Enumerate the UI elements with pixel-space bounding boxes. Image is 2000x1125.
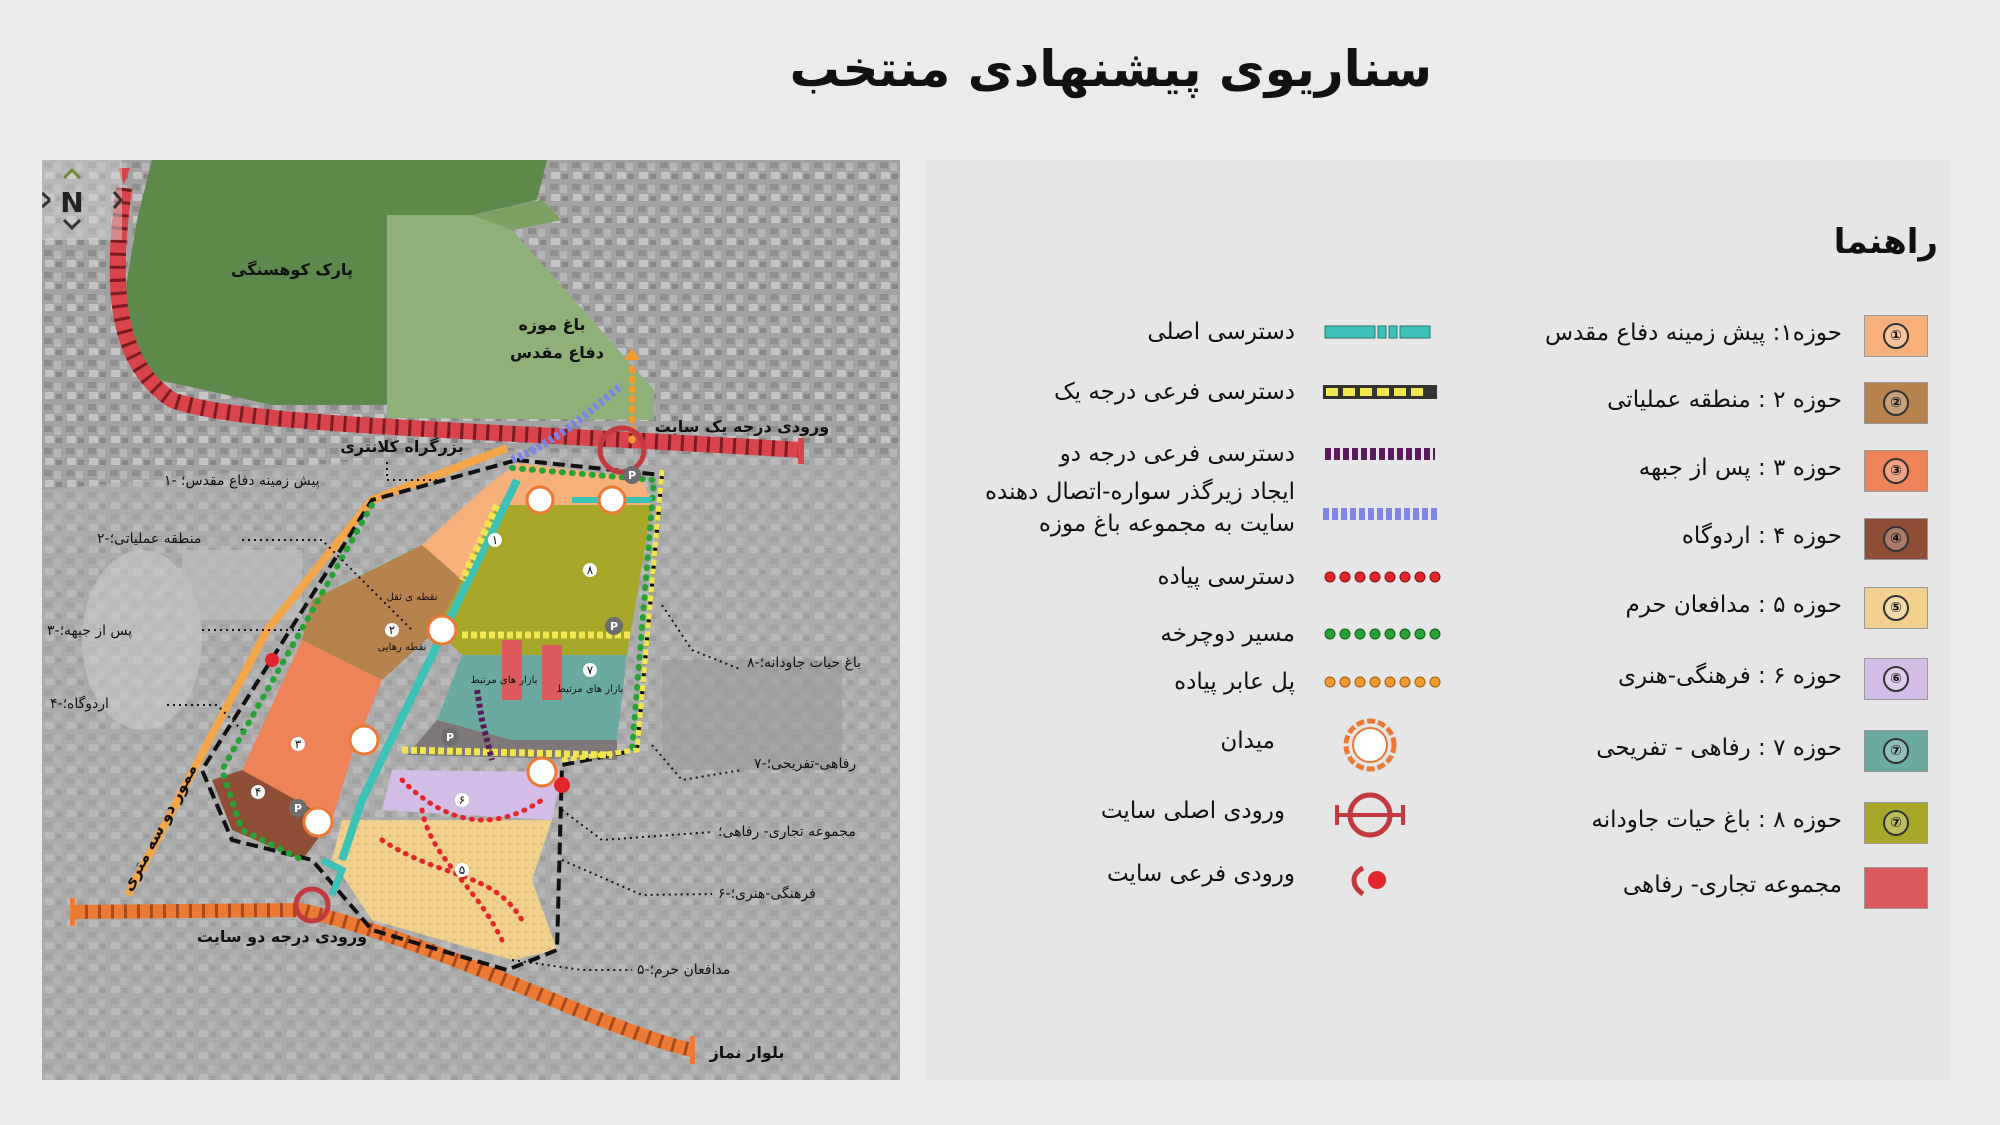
legend-zone-row	[1468, 587, 1928, 631]
symbol-label: پل عابر پیاده	[1174, 669, 1295, 695]
zone-swatch: ⑤	[1864, 587, 1928, 629]
symbol-label: دسترسی فرعی درجه یک	[1054, 379, 1295, 405]
parking-label: P	[627, 469, 637, 482]
map-zone-num: ۶	[458, 793, 466, 807]
legend-zone-row	[1468, 658, 1928, 702]
legend-zone-row	[1468, 450, 1928, 494]
legend-symbol-row	[935, 370, 1445, 414]
north-arrow-icon: N	[60, 186, 84, 219]
map-callout: ۵-مدافعان حرم؛	[637, 962, 731, 978]
main-entrance-icon	[1315, 785, 1445, 845]
museum-garden-label: دفاع مقدس	[510, 343, 604, 362]
map-callout: ۸-باغ حیات جاودانه؛	[747, 655, 861, 671]
map-zone-num: ۳	[294, 737, 302, 751]
map-callout: ۷-رفاهی-تفریحی؛	[754, 756, 857, 772]
park-label: پارک کوهسنگی	[231, 260, 353, 279]
zone-label: حوزه ۶ : فرهنگی-هنری	[1618, 663, 1842, 689]
legend-zone-row	[1468, 867, 1928, 911]
secondary-access-1-icon	[1315, 370, 1445, 414]
map-small-label: بازار های مرتبط	[470, 675, 538, 686]
symbol-label: دسترسی اصلی	[1147, 319, 1295, 345]
zone-label: حوزه ۵ : مدافعان حرم	[1625, 592, 1842, 618]
zone-label: مجموعه تجاری- رفاهی	[1622, 872, 1842, 898]
secondary-entrance-icon	[1315, 850, 1445, 910]
legend-symbol-row	[935, 310, 1445, 354]
secondary-access-2-icon	[1315, 432, 1445, 476]
map-small-label: بازار های مرتبط	[556, 684, 624, 695]
zone-swatch: ⑦	[1864, 802, 1928, 844]
map-callout: ۱- پیش زمینه دفاع مقدس؛	[164, 473, 320, 489]
boulevard-label: بلوار نماز	[709, 1043, 785, 1062]
zone-label: حوزه ۲ : منطقه عملیاتی	[1607, 387, 1842, 413]
bicycle-path-icon	[1315, 612, 1445, 656]
zone-label: حوزه ۸ : باغ حیات جاودانه	[1591, 807, 1842, 833]
legend-title: راهنما	[1833, 222, 1938, 262]
zone-swatch	[1864, 867, 1928, 909]
map-small-label: نقطه ی ثقل	[386, 592, 438, 603]
legend-symbol-row	[935, 479, 1445, 537]
map-callout: ۲-منطقه عملیاتی؛	[97, 531, 202, 547]
parking-label: P	[609, 620, 619, 633]
legend-zone-row	[1468, 382, 1928, 426]
museum-garden-label: باغ موزه	[518, 315, 586, 334]
symbol-label: میدان	[1220, 728, 1275, 754]
legend-zone-row	[1468, 518, 1928, 562]
legend-symbol-row	[935, 432, 1445, 476]
entrance-1-label: ورودی درجه یک سایت	[654, 417, 830, 436]
map-zone-num: ۷	[586, 663, 594, 677]
pedestrian-bridge-icon	[1315, 660, 1445, 704]
zone-swatch: ①	[1864, 315, 1928, 357]
zone-label: حوزه ۴ : اردوگاه	[1681, 523, 1842, 549]
zone-label: حوزه ۳ : پس از جبهه	[1638, 455, 1842, 481]
legend-symbol-row	[935, 660, 1445, 704]
street-label: ممور دو سه متری	[117, 760, 201, 895]
square-icon	[1315, 715, 1445, 775]
zone-swatch: ③	[1864, 450, 1928, 492]
symbol-label: ایجاد زیرگذر سواره-اتصال دهنده سایت به مجموعه باغ موزه	[984, 479, 1295, 537]
page-title: سناریوی پیشنهادی منتخب	[789, 40, 1432, 98]
map-zone-num: ۱	[491, 533, 499, 547]
zone-label: حوزه۱: پیش زمینه دفاع مقدس	[1545, 320, 1842, 346]
symbol-label: ورودی اصلی سایت	[1100, 798, 1285, 824]
map-callout: ۴-اردوگاه؛	[50, 696, 109, 712]
map-small-label: نقطه رهایی	[377, 642, 427, 653]
legend-symbol-row	[935, 555, 1445, 599]
legend-symbol-row	[935, 715, 1445, 775]
zone-swatch: ⑥	[1864, 658, 1928, 700]
parking-label: P	[293, 802, 303, 815]
legend-symbol-row	[935, 612, 1445, 656]
map-callout: ۳-پس از جبهه؛	[47, 623, 133, 639]
legend-zone-row	[1468, 730, 1928, 774]
zone-swatch: ④	[1864, 518, 1928, 560]
legend-symbol-row	[935, 785, 1445, 845]
map-zone-num: ۲	[388, 623, 396, 637]
legend-zone-row	[1468, 802, 1928, 846]
parking-label: P	[445, 731, 455, 744]
pedestrian-access-icon	[1315, 555, 1445, 599]
zone-swatch: ②	[1864, 382, 1928, 424]
map-callout: مجموعه تجاری- رفاهی؛	[718, 824, 856, 840]
map-zone-num: ۸	[586, 563, 594, 577]
symbol-label: ورودی فرعی سایت	[1106, 861, 1295, 887]
main-access-icon	[1315, 310, 1445, 354]
map-callout: ۶-فرهنگی-هنری؛	[718, 886, 816, 902]
legend-panel	[925, 160, 1950, 1080]
symbol-label: دسترسی پیاده	[1157, 564, 1295, 590]
legend-symbol-row	[935, 850, 1445, 910]
legend-zone-row	[1468, 315, 1928, 359]
map-zone-num: ۵	[458, 863, 466, 877]
entrance-2-label: ورودی درجه دو سایت	[196, 927, 368, 946]
zone-7	[437, 655, 627, 740]
zone-label: حوزه ۷ : رفاهی - تفریحی	[1596, 735, 1842, 761]
symbol-label: مسیر دوچرخه	[1160, 621, 1295, 647]
map-zone-num: ۴	[254, 785, 262, 799]
symbol-label: دسترسی فرعی درجه دو	[1059, 441, 1295, 467]
underpass-icon	[1315, 492, 1445, 536]
site-plan-map	[42, 160, 900, 1080]
zone-swatch: ⑦	[1864, 730, 1928, 772]
highway-label: بزرگراه کلانتری	[340, 437, 464, 456]
